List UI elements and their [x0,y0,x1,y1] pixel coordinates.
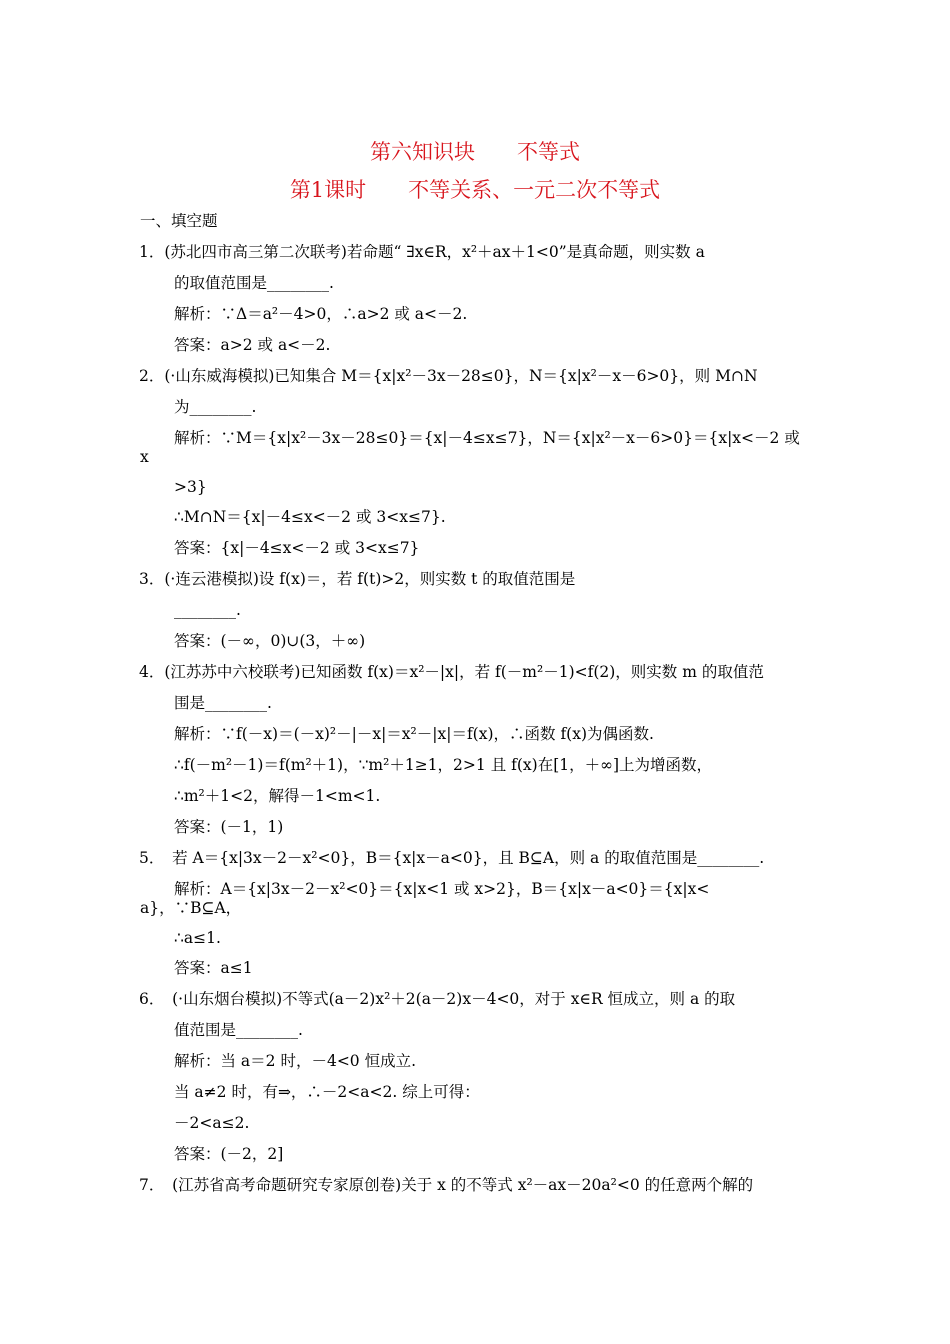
q4-answer: 答案：(－1，1) [174,818,284,836]
q6-step-2: －2<a≤2. [174,1114,250,1132]
q1-line-1: 1．(苏北四市高三第二次联考)若命题“ ∃x∈R，x²＋ax＋1<0”是真命题，则实数 a [139,243,705,261]
q1-line-2: 的取值范围是________. [174,274,334,292]
q6-step-1: 当 a≠2 时，有⇒，∴－2<a<2. 综上可得： [174,1083,480,1101]
q5-wrap: a}，∵B⊆A， [140,899,242,917]
q4-step-2: ∴m²＋1<2，解得－1<m<1. [174,787,381,805]
q3-answer: 答案：(－∞，0)∪(3，＋∞) [174,632,366,650]
q2-line-1: 2．(·山东威海模拟)已知集合 M＝{x|x²－3x－28≤0}，N＝{x|x²－x－6>0}，则 M∩N [139,367,758,385]
q5-result: ∴a≤1. [174,929,221,947]
q6-answer: 答案：(－2，2] [174,1145,284,1163]
q5-line-1: 5． 若 A＝{x|3x－2－x²<0}，B＝{x|x－a<0}，且 B⊆A，则 a 的取值范围是________. [139,849,765,867]
q3-line-2: ________. [174,601,241,619]
q5-analysis: 解析：A＝{x|3x－2－x²<0}＝{x|x<1 或 x>2}，B＝{x|x－a<0}＝{x|x< [174,880,710,898]
section-heading: 一、填空题 [140,212,218,230]
lesson-title: 第1课时 不等关系、一元二次不等式 [289,178,661,202]
q7-line-1: 7． (江苏省高考命题研究专家原创卷)关于 x 的不等式 x²－ax－20a²<0 的任意两个解的 [139,1176,754,1194]
q4-analysis: 解析：∵f(－x)＝(－x)²－|－x|＝x²－|x|＝f(x)，∴函数 f(x)为偶函数. [174,725,654,743]
q4-step-1: ∴f(－m²－1)＝f(m²＋1)，∵m²＋1≥1，2>1 且 f(x)在[1，＋∞]上为增函数， [174,756,713,774]
q6-analysis: 解析：当 a＝2 时，－4<0 恒成立. [174,1052,417,1070]
q3-line-1: 3．(·连云港模拟)设 f(x)＝，若 f(t)>2，则实数 t 的取值范围是 [139,570,576,588]
q6-line-1: 6． (·山东烟台模拟)不等式(a－2)x²＋2(a－2)x－4<0，对于 x∈R 恒成立，则 a 的取 [139,990,736,1008]
q2-answer: 答案：{x|－4≤x<－2 或 3<x≤7} [174,539,420,557]
q2-wrap-x: x [140,448,149,466]
q1-answer: 答案：a>2 或 a<－2. [174,336,331,354]
q2-result: ∴M∩N＝{x|－4≤x<－2 或 3<x≤7}. [174,508,446,526]
q4-line-1: 4．(江苏苏中六校联考)已知函数 f(x)＝x²－|x|，若 f(－m²－1)<f(2)，则实数 m 的取值范 [139,663,764,681]
chapter-title: 第六知识块 不等式 [370,140,580,164]
q1-analysis: 解析：∵Δ＝a²－4>0，∴a>2 或 a<－2. [174,305,468,323]
q6-line-2: 值范围是________. [174,1021,303,1039]
q4-line-2: 围是________. [174,694,272,712]
q2-line-2: 为________. [174,398,257,416]
q5-answer: 答案：a≤1 [174,959,253,977]
q2-analysis: 解析：∵M＝{x|x²－3x－28≤0}＝{x|－4≤x≤7}，N＝{x|x²－x－6>0}＝{x|x<－2 或 [174,429,800,447]
q2-wrap: >3} [174,478,207,496]
